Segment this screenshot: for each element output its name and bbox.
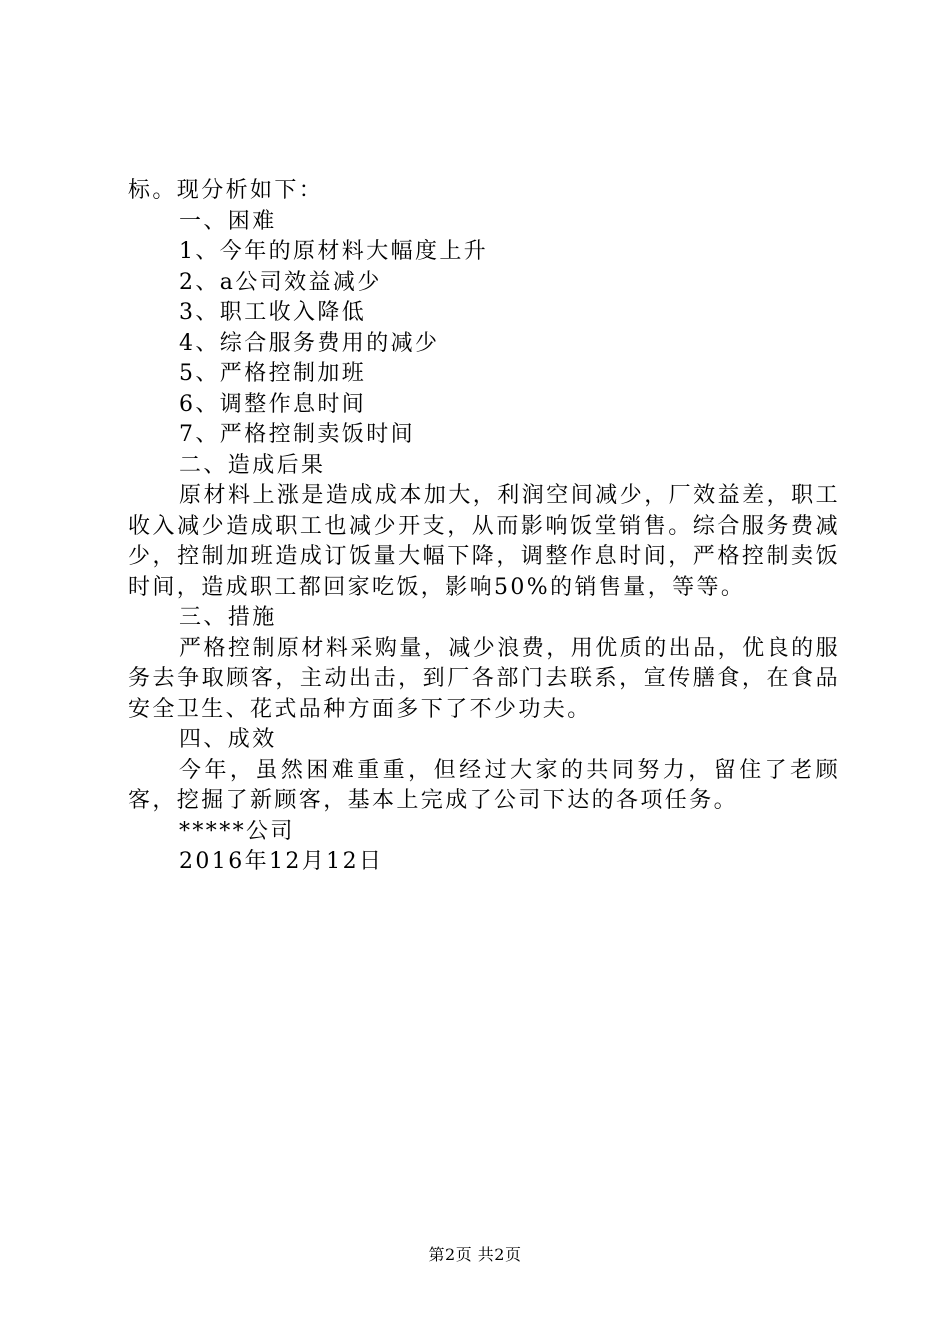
list-item: 3、职工收入降低 [179,300,367,325]
document-body [128,176,840,878]
list-item: 7、严格控制卖饭时间 [179,422,415,447]
section-heading-results: 四、成效 [179,727,277,752]
list-item: 2、a公司效益减少 [179,269,382,295]
list-item: 5、严格控制加班 [179,361,367,386]
list-item: 4、综合服务费用的减少 [179,330,440,356]
signature-company: *****公司 [179,818,295,844]
intro-tail: 标。现分析如下： [128,178,324,203]
consequences-paragraph: 原材料上涨是造成成本加大，利润空间减少，厂效益差，职工收入减少造成职工也减少开支，从而影响饭堂销售。综合服务费减少，控制加班造成订饭量大幅下降，调整作息时间，严格控制卖饭时间，造成职工都回家吃饭，影响50%的销售量，等等。 [128,483,840,600]
results-paragraph: 今年，虽然困难重重，但经过大家的共同努力，留住了老顾客，挖掘了新顾客，基本上完成了公司下达的各项任务。 [128,757,840,813]
list-item: 1、今年的原材料大幅度上升 [179,239,489,264]
page-footer: 第2页 共2页 [428,1245,522,1264]
signature-date: 2016年12月12日 [179,849,384,874]
list-item: 6、调整作息时间 [179,391,367,417]
section-heading-measures: 三、措施 [179,605,277,630]
section-heading-consequences: 二、造成后果 [179,452,326,478]
section-heading-difficulties: 一、困难 [179,208,277,234]
measures-paragraph: 严格控制原材料采购量，减少浪费，用优质的出品，优良的服务去争取顾客，主动出击，到厂各部门去联系，宣传膳食，在食品安全卫生、花式品种方面多下了不少功夫。 [128,635,840,722]
